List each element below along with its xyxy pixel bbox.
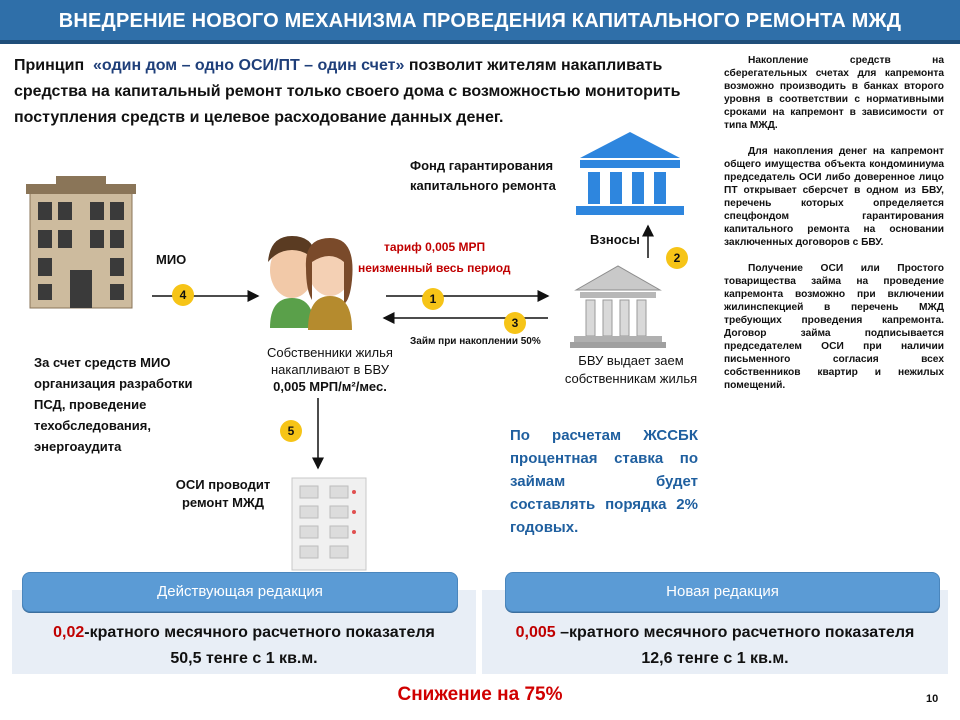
building-icon bbox=[26, 176, 136, 308]
page-number: 10 bbox=[926, 693, 939, 705]
reduction-label: Снижение на 75% bbox=[397, 684, 563, 705]
fund-bank-icon bbox=[576, 132, 684, 215]
current-rate-line bbox=[12, 624, 476, 642]
bvu-bank-icon bbox=[570, 266, 666, 348]
osi-repair-line-1: ОСИ проводит bbox=[175, 477, 271, 492]
step-badge-1: 1 bbox=[422, 288, 444, 310]
current-rate-value: 0,02 bbox=[53, 624, 85, 641]
loan-label: Займ при накоплении 50% bbox=[410, 336, 541, 347]
owners-caption bbox=[244, 344, 416, 395]
right-paragraph-2: Для накопления денег на капремонт общего имущества объекта кондоминиума председатель ОСИ либо доверенное лицо ПТ открывает сберсчет в одном из БВУ, перечень которых определяется спецфондом гарантирования капитального ремонта на основании заключенных договоров с БВУ. bbox=[724, 146, 944, 248]
page-title: ВНЕДРЕНИЕ НОВОГО МЕХАНИЗМА ПРОВЕДЕНИЯ КАПИТАЛЬНОГО РЕМОНТА МЖД bbox=[58, 10, 902, 32]
current-edition-header: Действующая редакция bbox=[22, 572, 458, 612]
new-rate-value: 0,005 bbox=[515, 624, 556, 641]
current-rate-text: -кратного месячного расчетного показателя bbox=[84, 624, 435, 641]
current-rate-amount: 50,5 тенге с 1 кв.м. bbox=[170, 650, 318, 667]
mio-funds-label: За счет средств МИО организация разработки ПСД, проведение техобследования, энергоаудита bbox=[34, 355, 193, 454]
osi-repair-line-2: ремонт МЖД bbox=[181, 495, 265, 510]
contributions-label: Взносы bbox=[590, 232, 640, 247]
new-rate-text: –кратного месячного расчетного показателя bbox=[555, 624, 915, 641]
tariff-line-2: неизменный весь период bbox=[358, 261, 511, 275]
step-badge-5: 5 bbox=[280, 420, 302, 442]
owners-line-1: Собственники жилья bbox=[267, 345, 393, 360]
fund-label: Фонд гарантирования капитального ремонта bbox=[410, 158, 556, 193]
principle-rest: позволит жителям накапливать средства на капитальный ремонт только своего дома с возможностью мониторить поступления средств и целевое расходование данных денег. bbox=[14, 57, 681, 126]
step-badge-4: 4 bbox=[172, 284, 194, 306]
new-edition-header: Новая редакция bbox=[505, 572, 940, 612]
principle-prefix: Принцип bbox=[14, 57, 85, 74]
bvu-line-2: собственникам жилья bbox=[564, 371, 698, 386]
bvu-caption bbox=[556, 352, 706, 388]
mio-label: МИО bbox=[156, 252, 187, 267]
step-badge-2: 2 bbox=[666, 247, 688, 269]
new-rate-line bbox=[482, 624, 948, 642]
owners-line-3: 0,005 МРП/м²/мес. bbox=[273, 379, 387, 394]
new-rate-amount: 12,6 тенге с 1 кв.м. bbox=[641, 650, 789, 667]
right-paragraph-1: Накопление средств на сберегательных счетах для капремонта возможно производить в банках второго уровня в соответствии с нормативными сроками на капремонт в зависимости от типа МЖД. bbox=[724, 55, 944, 131]
interest-rate-note: По расчетам ЖССБК процентная ставка по займам будет составлять порядка 2% годовых. bbox=[510, 427, 698, 536]
bvu-line-1: БВУ выдает заем bbox=[578, 353, 684, 368]
tariff-line-1: тариф 0,005 МРП bbox=[384, 240, 486, 254]
right-paragraph-3: Получение ОСИ или Простого товарищества займа на проведение капремонта возможно при включении жилинспекцией в перечень МЖД требующих проведения капремонта. Договор займа подписывается председателем ОСИ при наличии письменного согласия всех собственников квартир и нежилых помещений. bbox=[724, 263, 944, 391]
principle-highlight: «один дом – одно ОСИ/ПТ – один счет» bbox=[93, 57, 405, 74]
apartment-building-icon bbox=[292, 478, 366, 570]
owners-line-2: накапливают в БВУ bbox=[270, 362, 390, 377]
homeowners-icon bbox=[268, 236, 353, 330]
osi-repair-label bbox=[168, 476, 278, 512]
step-badge-3: 3 bbox=[504, 312, 526, 334]
